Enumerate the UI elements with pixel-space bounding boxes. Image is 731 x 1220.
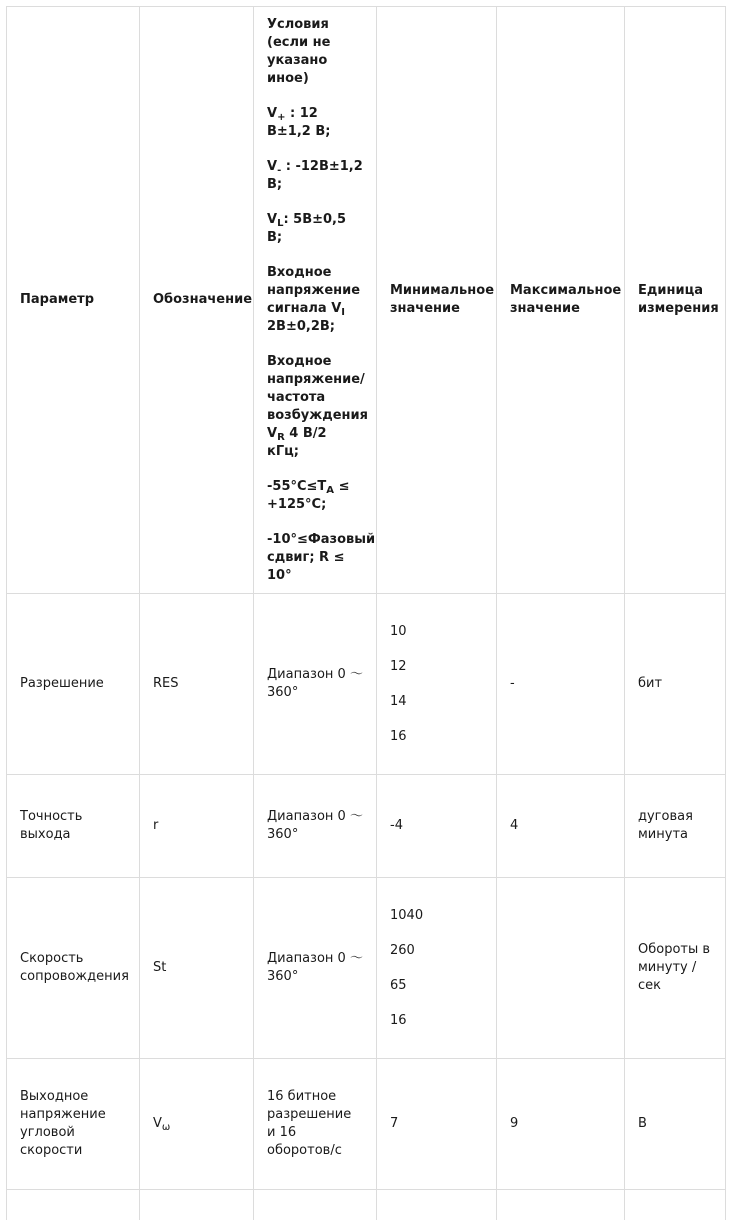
table-row (7, 878, 726, 1059)
min-value: -4 (390, 818, 403, 833)
symbol-cell: RES (140, 594, 254, 775)
table-row (7, 594, 726, 775)
condition-cell: 16 битное разрешение и 16 оборотов/с (254, 1059, 377, 1190)
min-value: 14 (390, 693, 407, 709)
condition-vi: Входное напряжение сигнала $V_I$ 2В±0,2В; (267, 264, 361, 334)
header-min: Минимальное значение (377, 7, 497, 594)
max-cell (497, 878, 625, 1059)
min-value: 16 (390, 1012, 407, 1028)
unit-cell: В (625, 1059, 726, 1190)
table-row (7, 775, 726, 878)
unit-cell: Обороты в минуту / сек (625, 878, 726, 1059)
condition-vr: Входное напряжение/ частота возбуждения $V_R$ 4 В/2 кГц; (267, 353, 368, 459)
min-cell (377, 878, 497, 1059)
max-cell: 9 (497, 1059, 625, 1190)
min-value: 12 (390, 658, 407, 674)
condition-temperature: $-55^\circ C\le T_A \le +125^\circ C$; (267, 478, 350, 512)
header-unit: Единица измерения (625, 7, 726, 594)
condition-vplus: $V_+$ : 12 В±1,2 В; (267, 105, 331, 139)
min-value: 1040 (390, 907, 424, 923)
symbol-cell: St (140, 878, 254, 1059)
min-value: 7 (390, 1116, 399, 1131)
spec-table (6, 6, 726, 1220)
max-cell: - (497, 594, 625, 775)
condition-cell: Диапазон 0 ～360° (254, 878, 377, 1059)
condition-cell: Диапазон 0 ～360° (254, 594, 377, 775)
header-symbol: Обозначение (140, 7, 254, 594)
symbol-cell: r (140, 775, 254, 878)
min-value: 10 (390, 623, 407, 639)
unit-cell: дуговая минута (625, 775, 726, 878)
min-value: 16 (390, 728, 407, 744)
min-value: 65 (390, 977, 407, 993)
min-cell (377, 1059, 497, 1190)
conditions-title: Условия (если не указано иное) (267, 16, 331, 86)
max-cell: 4 (497, 775, 625, 878)
min-cell (377, 775, 497, 878)
condition-cell: Диапазон 0 ～360° (254, 775, 377, 878)
param-cell: Разрешение (7, 594, 140, 775)
header-param: Параметр (7, 7, 140, 594)
table-row-cut-off (7, 1190, 726, 1220)
param-cell: Выходное напряжение угловой скорости (7, 1059, 140, 1190)
condition-vl: $V_L$: 5В±0,5 В; (267, 211, 347, 245)
symbol-cell: $V_\omega$ (140, 1059, 254, 1190)
unit-cell: бит (625, 594, 726, 775)
param-cell: Точность выхода (7, 775, 140, 878)
header-row (7, 7, 726, 594)
param-cell: Скорость сопровождения (7, 878, 140, 1059)
min-value: 260 (390, 942, 415, 958)
header-conditions (254, 7, 377, 594)
min-cell (377, 594, 497, 775)
table-row (7, 1059, 726, 1190)
header-max: Максимальное значение (497, 7, 625, 594)
condition-phase: -10°≤Фазовый сдвиг; R ≤ 10° (267, 531, 376, 583)
condition-vminus: $V_-$ : -12В±1,2 В; (267, 158, 363, 192)
